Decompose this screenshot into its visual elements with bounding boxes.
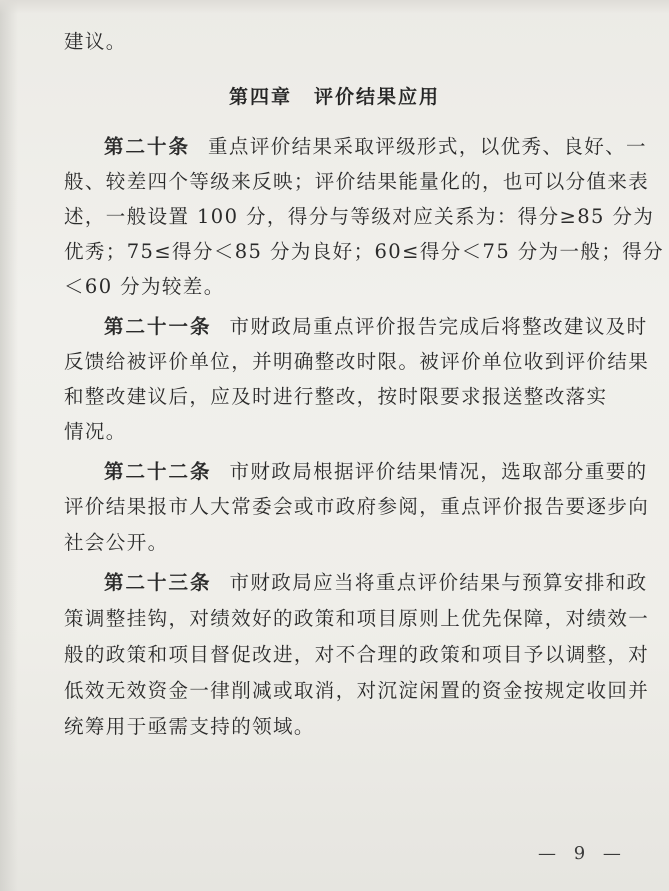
chapter-number: 第四章 bbox=[228, 86, 292, 108]
article-21-line-1 bbox=[104, 315, 648, 339]
article-23-line-3: 般的政策和项目督促改进，对不合理的政策和项目予以调整，对 bbox=[64, 643, 650, 666]
article-22-line-3: 社会公开。 bbox=[64, 531, 169, 554]
article-22-line-2: 评价结果报市人大常委会或市政府参阅，重点评价报告要逐步向 bbox=[64, 495, 650, 518]
article-22-text-1: 市财政局根据评价结果情况，选取部分重要的 bbox=[229, 460, 648, 483]
article-21-line-4: 情况。 bbox=[64, 420, 127, 443]
article-23-text-1: 市财政局应当将重点评价结果与预算安排和政 bbox=[229, 571, 648, 594]
article-20-line-5: ＜60 分为较差。 bbox=[64, 275, 225, 298]
article-23-line-1 bbox=[104, 571, 648, 595]
article-21-text-1: 市财政局重点评价报告完成后将整改建议及时 bbox=[229, 315, 648, 338]
article-22-line-1 bbox=[104, 460, 648, 484]
article-20-line-2: 般、较差四个等级来反映；评价结果能量化的，也可以分值来表 bbox=[64, 170, 650, 193]
article-23-heading: 第二十三条 bbox=[104, 571, 212, 594]
continued-text-line: 建议。 bbox=[64, 30, 127, 53]
article-20-heading: 第二十条 bbox=[104, 135, 191, 158]
article-20-text-1: 重点评价结果采取评级形式，以优秀、良好、一 bbox=[208, 135, 647, 158]
article-23-line-4: 低效无效资金一律削减或取消，对沉淀闲置的资金按规定收回并 bbox=[64, 679, 650, 702]
article-22-heading: 第二十二条 bbox=[104, 460, 212, 483]
article-21-line-3: 和整改建议后，应及时进行整改，按时限要求报送整改落实 bbox=[64, 385, 608, 408]
article-20-line-4: 优秀；75≤得分＜85 分为良好；60≤得分＜75 分为一般；得分 bbox=[64, 240, 665, 263]
chapter-heading bbox=[0, 82, 669, 109]
article-23-line-2: 策调整挂钩，对绩效好的政策和项目原则上优先保障，对绩效一 bbox=[64, 607, 650, 630]
chapter-title: 评价结果应用 bbox=[314, 86, 441, 108]
page-edge-shadow bbox=[0, 0, 18, 891]
page-top-shadow bbox=[0, 0, 669, 14]
article-21-heading: 第二十一条 bbox=[104, 315, 212, 338]
article-23-line-5: 统筹用于亟需支持的领域。 bbox=[64, 715, 315, 738]
page-number: — 9 — bbox=[538, 843, 627, 864]
article-20-line-1 bbox=[104, 135, 647, 159]
article-20-line-3: 述，一般设置 100 分，得分与等级对应关系为：得分≥85 分为 bbox=[64, 205, 655, 228]
article-21-line-2: 反馈给被评价单位，并明确整改时限。被评价单位收到评价结果 bbox=[64, 350, 650, 373]
